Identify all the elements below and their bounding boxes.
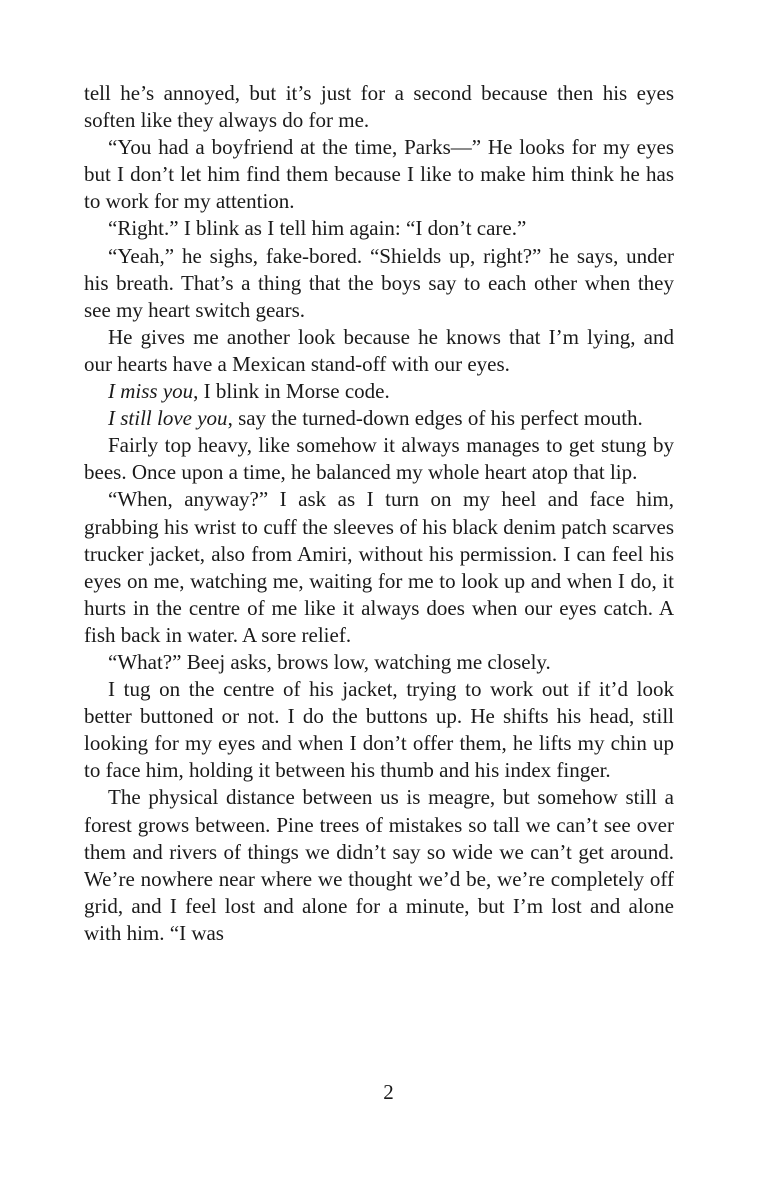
paragraph [84, 649, 674, 676]
text-run: I tug on the centre of his jacket, trying to work out if it’d look better buttoned or not. I do the buttons up. He shifts his head, still looking for my eyes and when I don’t offer them, he lifts my chin up to face him, holding it between his thumb and his index finger. [84, 677, 674, 783]
paragraph [84, 676, 674, 784]
text-run: , say the turned-down edges of his perfect mouth. [227, 406, 643, 431]
italic-text: I miss you [108, 379, 194, 404]
paragraph [84, 215, 674, 242]
text-run: “Right.” I blink as I tell him again: “I don’t care.” [108, 216, 527, 241]
italic-text: I still love you [108, 406, 228, 431]
paragraph [84, 432, 674, 486]
paragraph [84, 486, 674, 649]
body-text [84, 80, 674, 947]
text-run: “What?” Beej asks, brows low, watching me closely. [108, 649, 551, 674]
text-run: He gives me another look because he knows that I’m lying, and our hearts have a Mexican stand-off with our eyes. [84, 324, 674, 376]
paragraph [84, 378, 674, 405]
paragraph [84, 784, 674, 947]
text-run: The physical distance between us is meagre, but somehow still a forest grows between. Pine trees of mistakes so tall we can’t see over them and rivers of things we didn’t say so wide we can’t get around. We’re nowhere near where we thought we’d be, we’re completely off grid, and I feel lost and alone for a minute, but I’m lost and alone with him. “I was [84, 785, 674, 945]
page-number: 2 [383, 1080, 394, 1104]
text-run: “When, anyway?” I ask as I turn on my heel and face him, grabbing his wrist to cuff the sleeves of his black denim patch scarves trucker jacket, also from Amiri, without his permission. I can feel his eyes on me, watching me, waiting for me to look up and when I do, it hurts in the centre of me like it always does when our eyes catch. A fish back in water. A sore relief. [84, 487, 674, 647]
text-run: “You had a boyfriend at the time, Parks—” He looks for my eyes but I don’t let him find them because I like to make him think he has to work for my attention. [84, 135, 674, 214]
paragraph [84, 134, 674, 215]
text-run: “Yeah,” he sighs, fake-bored. “Shields up, right?” he says, under his breath. That’s a thing that the boys say to each other when they see my heart switch gears. [84, 243, 674, 322]
text-run: , I blink in Morse code. [193, 379, 390, 404]
paragraph [84, 243, 674, 324]
text-run: tell he’s annoyed, but it’s just for a second because then his eyes soften like they always do for me. [84, 81, 674, 133]
paragraph [84, 80, 674, 134]
paragraph [84, 405, 674, 432]
paragraph [84, 324, 674, 378]
text-run: Fairly top heavy, like somehow it always manages to get stung by bees. Once upon a time, he balanced my whole heart atop that lip. [84, 433, 674, 485]
